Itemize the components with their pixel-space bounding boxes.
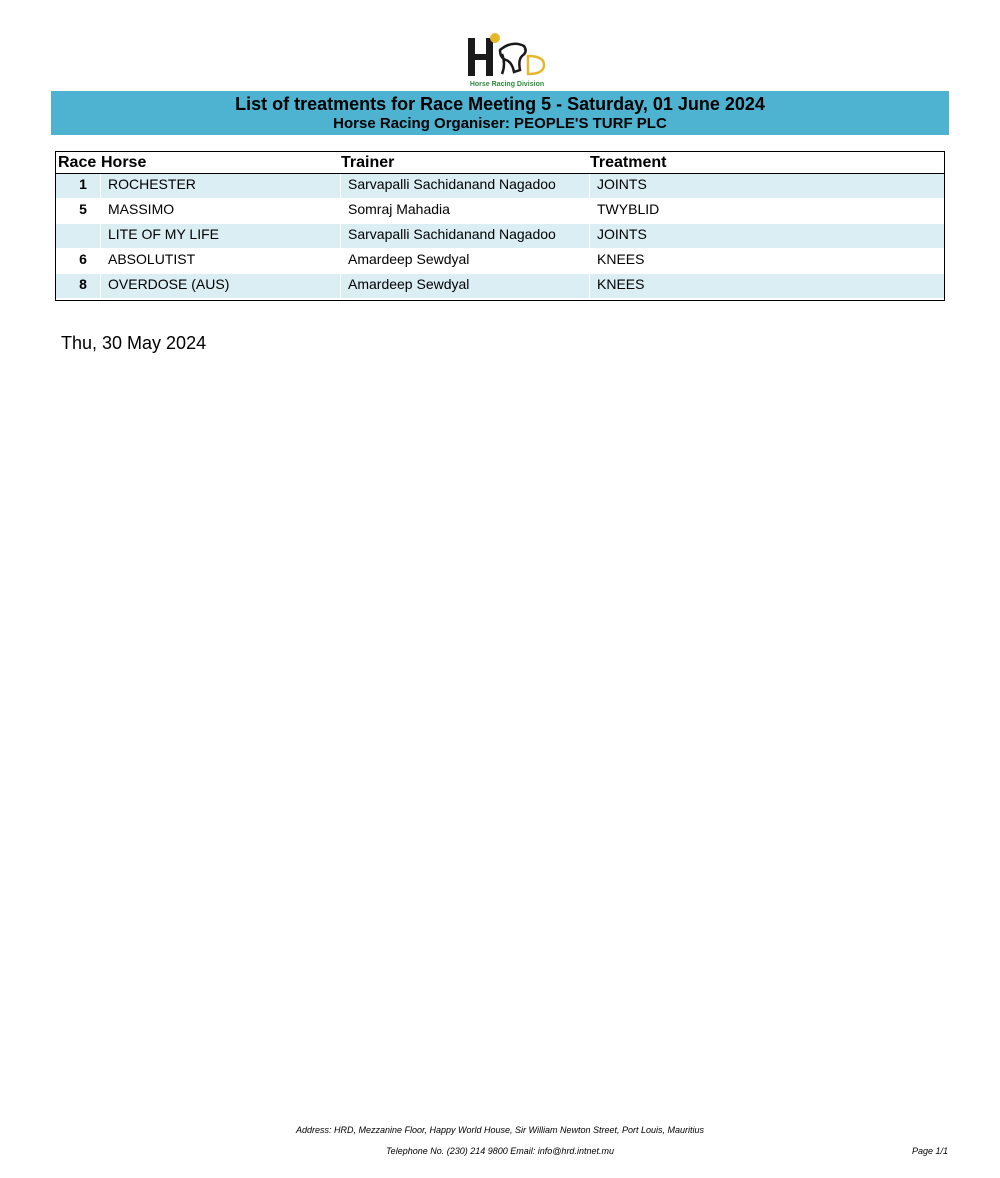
race-cell: 5 bbox=[79, 201, 87, 217]
column-divider bbox=[589, 174, 590, 300]
horse-cell: LITE OF MY LIFE bbox=[108, 226, 219, 242]
page-title: List of treatments for Race Meeting 5 - Saturday, 01 June 2024 bbox=[235, 94, 765, 114]
trainer-cell: Amardeep Sewdyal bbox=[348, 276, 470, 292]
title-banner bbox=[51, 91, 949, 135]
svg-text:Horse Racing Division: Horse Racing Division bbox=[469, 81, 545, 88]
treatment-cell: JOINTS bbox=[597, 226, 647, 242]
treatments-table bbox=[55, 151, 945, 301]
race-cell: 6 bbox=[79, 251, 87, 267]
header-treatment: Treatment bbox=[590, 154, 667, 171]
column-divider bbox=[100, 174, 101, 300]
footer-address: Address: HRD, Mezzanine Floor, Happy World House, Sir William Newton Street, Port Louis, Mauritius bbox=[295, 1125, 705, 1135]
treatment-cell: KNEES bbox=[597, 251, 645, 267]
trainer-cell: Sarvapalli Sachidanand Nagadoo bbox=[348, 176, 556, 192]
treatment-cell: TWYBLID bbox=[597, 201, 660, 217]
horse-cell: OVERDOSE (AUS) bbox=[108, 276, 230, 292]
horse-cell: MASSIMO bbox=[108, 201, 175, 217]
table-header bbox=[56, 152, 944, 174]
horse-cell: ABSOLUTIST bbox=[108, 251, 196, 267]
page-number: Page 1/1 bbox=[911, 1146, 948, 1156]
table-row bbox=[56, 249, 944, 273]
race-cell: 1 bbox=[79, 176, 87, 192]
footer-contact: Telephone No. (230) 214 9800 Email: info@hrd.intnet.mu bbox=[386, 1146, 614, 1156]
treatment-cell: KNEES bbox=[597, 276, 645, 292]
trainer-cell: Amardeep Sewdyal bbox=[348, 251, 470, 267]
trainer-cell: Somraj Mahadia bbox=[348, 201, 450, 217]
table-row bbox=[56, 199, 944, 223]
table-row bbox=[56, 224, 944, 248]
header-trainer: Trainer bbox=[341, 154, 395, 171]
header-race: Race bbox=[58, 154, 97, 171]
printed-date: Thu, 30 May 2024 bbox=[61, 333, 207, 353]
trainer-cell: Sarvapalli Sachidanand Nagadoo bbox=[348, 226, 556, 242]
header-horse: Horse bbox=[101, 154, 147, 171]
horse-cell: ROCHESTER bbox=[108, 176, 196, 192]
column-divider bbox=[340, 174, 341, 300]
hrd-logo bbox=[462, 30, 552, 90]
horse-rider-icon bbox=[462, 30, 552, 90]
race-cell: 8 bbox=[79, 276, 87, 292]
treatment-cell: JOINTS bbox=[597, 176, 647, 192]
organiser-subtitle: Horse Racing Organiser: PEOPLE'S TURF PLC bbox=[333, 115, 667, 132]
table-row bbox=[56, 274, 944, 298]
table-row bbox=[56, 174, 944, 198]
